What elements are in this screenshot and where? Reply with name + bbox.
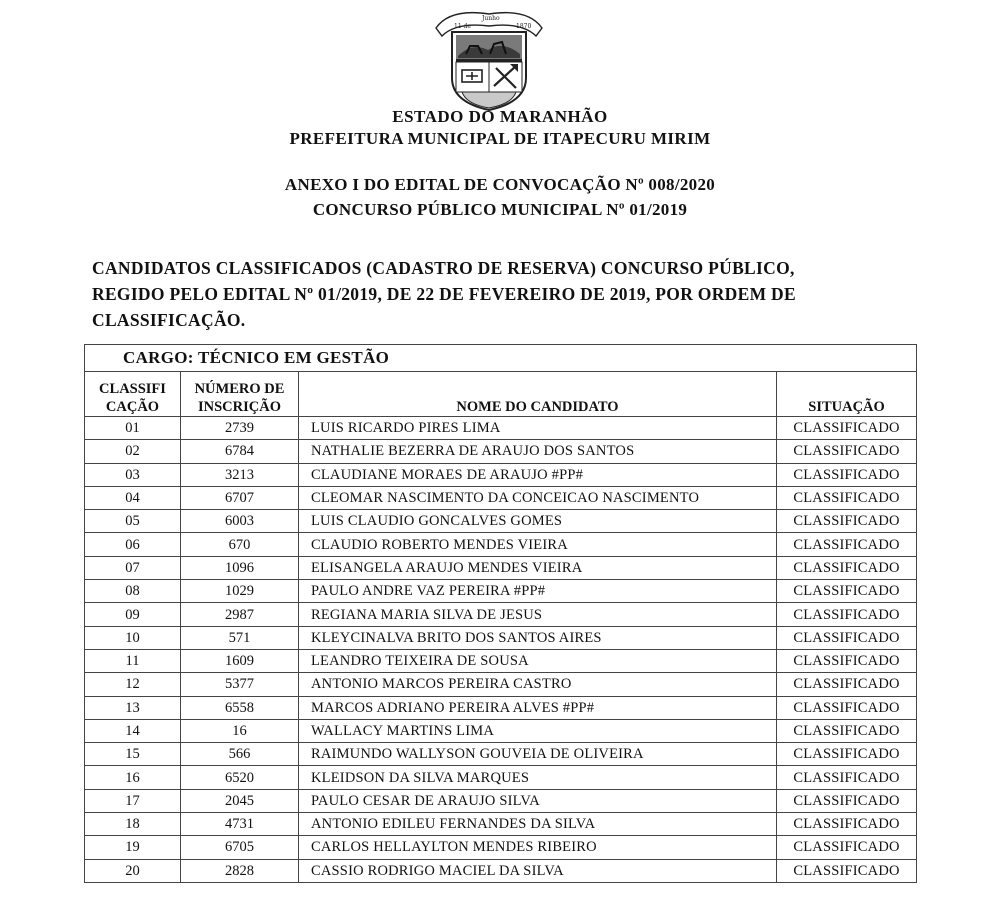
- classification-cell: 09: [85, 603, 181, 626]
- table-row: [85, 510, 917, 533]
- classification-cell: 10: [85, 626, 181, 649]
- status-cell: CLASSIFICADO: [777, 603, 917, 626]
- table-row: [85, 859, 917, 882]
- classification-cell: 03: [85, 463, 181, 486]
- table-row: [85, 696, 917, 719]
- registration-number-cell: 6520: [181, 766, 299, 789]
- status-cell: CLASSIFICADO: [777, 463, 917, 486]
- registration-number-cell: 5377: [181, 673, 299, 696]
- status-cell: CLASSIFICADO: [777, 440, 917, 463]
- classification-cell: 17: [85, 789, 181, 812]
- candidate-name-cell: KLEYCINALVA BRITO DOS SANTOS AIRES: [299, 626, 777, 649]
- registration-number-cell: 2045: [181, 789, 299, 812]
- registration-number-cell: 6705: [181, 836, 299, 859]
- table-row: [85, 533, 917, 556]
- column-header-classification: [85, 372, 181, 417]
- classification-cell: 06: [85, 533, 181, 556]
- status-cell: CLASSIFICADO: [777, 766, 917, 789]
- candidate-name-cell: WALLACY MARTINS LIMA: [299, 719, 777, 742]
- candidate-name-cell: CASSIO RODRIGO MACIEL DA SILVA: [299, 859, 777, 882]
- candidate-name-cell: LEANDRO TEIXEIRA DE SOUSA: [299, 649, 777, 672]
- table-row: [85, 743, 917, 766]
- candidate-name-cell: PAULO ANDRE VAZ PEREIRA #PP#: [299, 580, 777, 603]
- classification-cell: 14: [85, 719, 181, 742]
- registration-number-cell: 2987: [181, 603, 299, 626]
- intro-line: CANDIDATOS CLASSIFICADOS (CADASTRO DE RESERVA) CONCURSO PÚBLICO,: [92, 258, 795, 278]
- table-row: [85, 580, 917, 603]
- table-row: [85, 417, 917, 440]
- intro-line: CLASSIFICAÇÃO.: [92, 310, 246, 330]
- registration-number-cell: 16: [181, 719, 299, 742]
- classification-cell: 18: [85, 813, 181, 836]
- classification-cell: 12: [85, 673, 181, 696]
- annex-title: ANEXO I DO EDITAL DE CONVOCAÇÃO Nº 008/2020: [284, 175, 716, 194]
- table-row: [85, 673, 917, 696]
- classification-cell: 07: [85, 556, 181, 579]
- state-heading: ESTADO DO MARANHÃO: [392, 107, 608, 126]
- contest-title: CONCURSO PÚBLICO MUNICIPAL Nº 01/2019: [312, 200, 688, 219]
- ribbon-text-left: 11 de: [454, 23, 471, 30]
- table-row: [85, 836, 917, 859]
- registration-number-cell: 3213: [181, 463, 299, 486]
- status-cell: CLASSIFICADO: [777, 580, 917, 603]
- column-header-line: NÚMERO DE: [194, 381, 285, 397]
- table-row: [85, 649, 917, 672]
- candidate-name-cell: LUIS CLAUDIO GONCALVES GOMES: [299, 510, 777, 533]
- ribbon-text-right: 1870: [516, 23, 532, 30]
- table-row: [85, 603, 917, 626]
- municipal-coat-of-arms: [432, 6, 546, 112]
- status-cell: CLASSIFICADO: [777, 696, 917, 719]
- status-cell: CLASSIFICADO: [777, 789, 917, 812]
- classification-cell: 15: [85, 743, 181, 766]
- table-row: [85, 440, 917, 463]
- status-cell: CLASSIFICADO: [777, 836, 917, 859]
- registration-number-cell: 4731: [181, 813, 299, 836]
- candidate-name-cell: ANTONIO MARCOS PEREIRA CASTRO: [299, 673, 777, 696]
- registration-number-cell: 6784: [181, 440, 299, 463]
- classification-cell: 13: [85, 696, 181, 719]
- classification-cell: 02: [85, 440, 181, 463]
- candidate-name-cell: RAIMUNDO WALLYSON GOUVEIA DE OLIVEIRA: [299, 743, 777, 766]
- table-row: [85, 556, 917, 579]
- table-row: [85, 486, 917, 509]
- classification-cell: 16: [85, 766, 181, 789]
- status-cell: CLASSIFICADO: [777, 743, 917, 766]
- column-header-line: INSCRIÇÃO: [198, 399, 281, 415]
- classification-cell: 11: [85, 649, 181, 672]
- registration-number-cell: 571: [181, 626, 299, 649]
- intro-paragraph: [92, 255, 922, 333]
- candidate-name-cell: ELISANGELA ARAUJO MENDES VIEIRA: [299, 556, 777, 579]
- status-cell: CLASSIFICADO: [777, 486, 917, 509]
- registration-number-cell: 1096: [181, 556, 299, 579]
- status-cell: CLASSIFICADO: [777, 649, 917, 672]
- classification-cell: 20: [85, 859, 181, 882]
- classification-cell: 19: [85, 836, 181, 859]
- registration-number-cell: 6707: [181, 486, 299, 509]
- registration-number-cell: 2739: [181, 417, 299, 440]
- candidate-name-cell: MARCOS ADRIANO PEREIRA ALVES #PP#: [299, 696, 777, 719]
- column-header-line: CAÇÃO: [105, 399, 160, 415]
- registration-number-cell: 2828: [181, 859, 299, 882]
- candidates-table: [84, 344, 917, 883]
- candidate-name-cell: REGIANA MARIA SILVA DE JESUS: [299, 603, 777, 626]
- candidate-name-cell: ANTONIO EDILEU FERNANDES DA SILVA: [299, 813, 777, 836]
- classification-cell: 04: [85, 486, 181, 509]
- table-row: [85, 719, 917, 742]
- candidate-name-cell: LUIS RICARDO PIRES LIMA: [299, 417, 777, 440]
- status-cell: CLASSIFICADO: [777, 626, 917, 649]
- candidate-name-cell: NATHALIE BEZERRA DE ARAUJO DOS SANTOS: [299, 440, 777, 463]
- classification-cell: 01: [85, 417, 181, 440]
- registration-number-cell: 6558: [181, 696, 299, 719]
- column-header-status: SITUAÇÃO: [777, 372, 917, 417]
- table-row: [85, 766, 917, 789]
- position-title: CARGO: TÉCNICO EM GESTÃO: [85, 345, 917, 372]
- candidate-name-cell: PAULO CESAR DE ARAUJO SILVA: [299, 789, 777, 812]
- registration-number-cell: 6003: [181, 510, 299, 533]
- table-body: [85, 417, 917, 883]
- classification-cell: 05: [85, 510, 181, 533]
- status-cell: CLASSIFICADO: [777, 533, 917, 556]
- status-cell: CLASSIFICADO: [777, 859, 917, 882]
- registration-number-cell: 1609: [181, 649, 299, 672]
- status-cell: CLASSIFICADO: [777, 417, 917, 440]
- registration-number-cell: 1029: [181, 580, 299, 603]
- status-cell: CLASSIFICADO: [777, 673, 917, 696]
- status-cell: CLASSIFICADO: [777, 719, 917, 742]
- registration-number-cell: 670: [181, 533, 299, 556]
- column-header-line: CLASSIFI: [99, 381, 166, 397]
- column-header-registration: [181, 372, 299, 417]
- candidate-name-cell: CLAUDIO ROBERTO MENDES VIEIRA: [299, 533, 777, 556]
- table-row: [85, 813, 917, 836]
- table-row: [85, 789, 917, 812]
- status-cell: CLASSIFICADO: [777, 510, 917, 533]
- candidate-name-cell: KLEIDSON DA SILVA MARQUES: [299, 766, 777, 789]
- registration-number-cell: 566: [181, 743, 299, 766]
- column-header-candidate-name: NOME DO CANDIDATO: [299, 372, 777, 417]
- status-cell: CLASSIFICADO: [777, 556, 917, 579]
- classification-cell: 08: [85, 580, 181, 603]
- intro-line: REGIDO PELO EDITAL Nº 01/2019, DE 22 DE FEVEREIRO DE 2019, POR ORDEM DE: [92, 284, 796, 304]
- status-cell: CLASSIFICADO: [777, 813, 917, 836]
- ribbon-text-center: Junho: [482, 15, 500, 22]
- municipality-heading: PREFEITURA MUNICIPAL DE ITAPECURU MIRIM: [289, 129, 711, 148]
- table-row: [85, 463, 917, 486]
- candidate-name-cell: CLAUDIANE MORAES DE ARAUJO #PP#: [299, 463, 777, 486]
- candidate-name-cell: CARLOS HELLAYLTON MENDES RIBEIRO: [299, 836, 777, 859]
- table-row: [85, 626, 917, 649]
- candidate-name-cell: CLEOMAR NASCIMENTO DA CONCEICAO NASCIMENTO: [299, 486, 777, 509]
